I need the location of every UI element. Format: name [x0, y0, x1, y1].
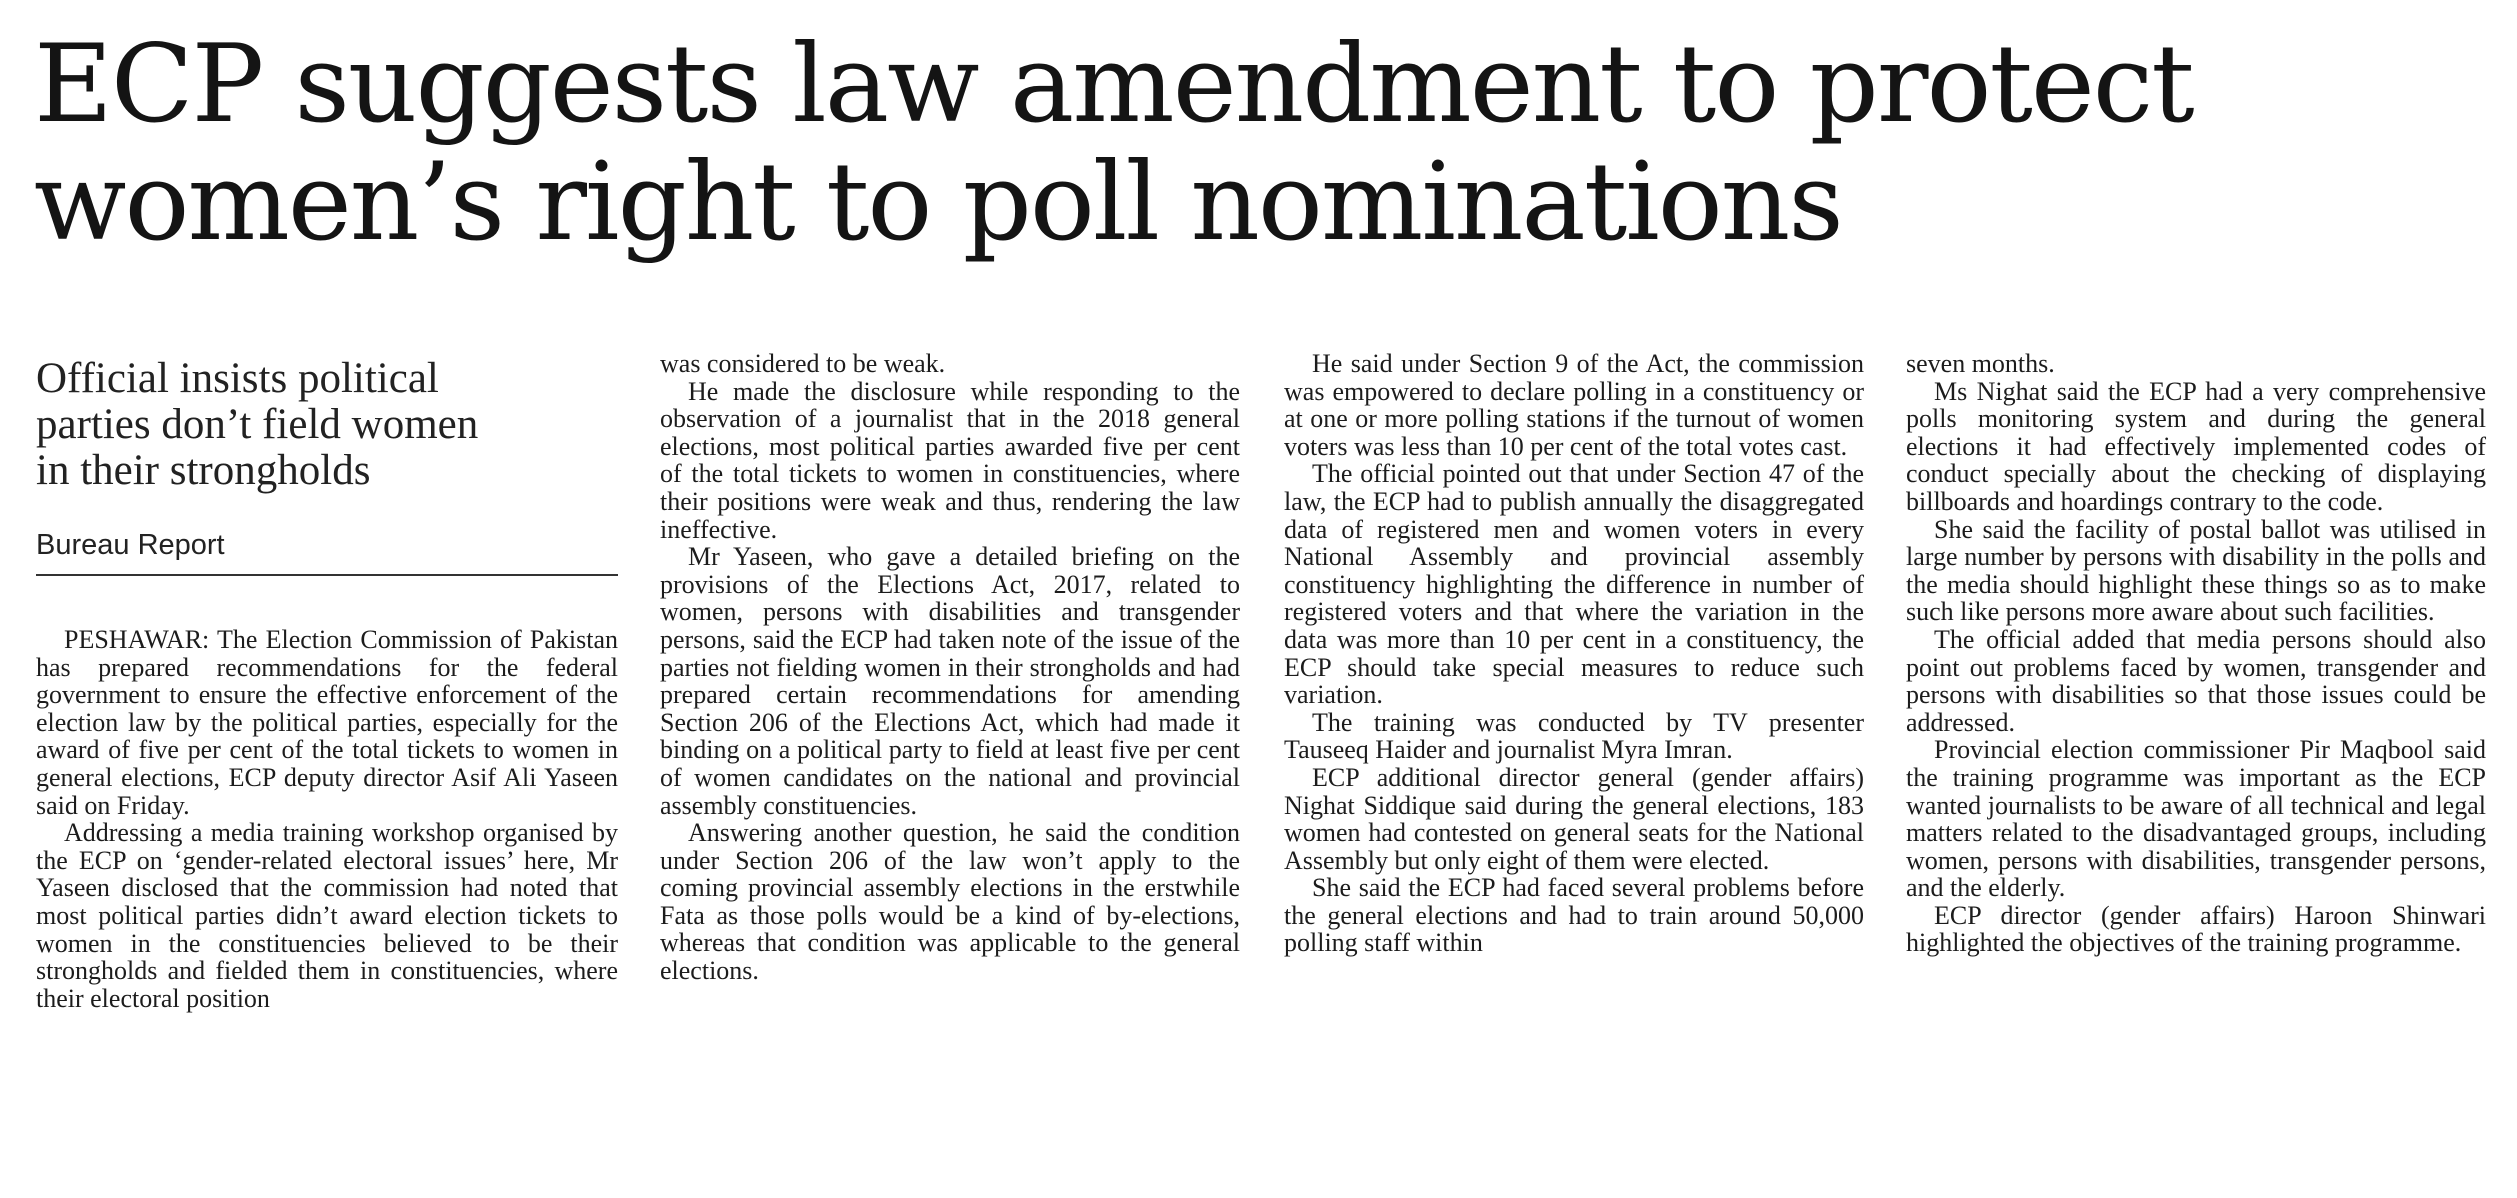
paragraph: Ms Nighat said the ECP had a very comprehensive polls monitoring system and during the general elections it had effectively implemented codes of conduct specially about the checking of displaying billboards and hoardings contrary to the code.: [1906, 376, 2486, 516]
article-column-1: [36, 356, 618, 1012]
subheadline-line-1: Official insists political: [36, 355, 439, 402]
paragraph: ECP additional director general (gender affairs) Nighat Siddique said during the general elections, 183 women had contested on general seats for the National Assembly but only eight of them were elected.: [1284, 762, 1864, 875]
byline: Bureau Report: [36, 528, 618, 576]
paragraph: She said the facility of postal ballot was utilised in large number by persons with disability in the polls and the media should highlight these things so as to make such like persons more aware about such facilities.: [1906, 514, 2486, 627]
paragraph: The official added that media persons should also point out problems faced by women, transgender and persons with disabilities so that those issues could be addressed.: [1906, 624, 2486, 737]
subheadline: [36, 356, 618, 494]
subheadline-line-2: parties don’t field women: [36, 401, 479, 448]
paragraph: PESHAWAR: The Election Commission of Pakistan has prepared recommendations for the federal government to ensure the effective enforcement of the election law by the political parties, especially for the award of five per cent of the total tickets to women in general elections, ECP deputy director Asif Ali Yaseen said on Friday.: [36, 625, 618, 820]
headline: [34, 22, 2504, 265]
article-column-4: [1906, 350, 2486, 957]
headline-line-2: women’s right to poll nominations: [34, 140, 1842, 265]
paragraph: seven months.: [1906, 349, 2055, 378]
headline-line-1: ECP suggests law amendment to protect: [34, 22, 2193, 147]
paragraph: The training was conducted by TV presenter Tauseeq Haider and journalist Myra Imran.: [1284, 707, 1864, 765]
article-column-3: [1284, 350, 1864, 957]
paragraph: Answering another question, he said the condition under Section 206 of the law won’t apply to the coming provincial assembly elections in the erstwhile Fata as those polls would be a kind of by-elections, whereas that condition was applicable to the general elections.: [660, 818, 1240, 986]
paragraph: He made the disclosure while responding to the observation of a journalist that in the 2018 general elections, most political parties awarded five per cent of the total tickets to women in constituencies, where their positions were weak and thus, rendering the law ineffective.: [660, 376, 1240, 544]
article-column-2: [660, 350, 1240, 985]
paragraph: The official pointed out that under Section 47 of the law, the ECP had to publish annually the disaggregated data of registered men and women voters in every National Assembly and provincial assembly constituency highlighting the difference in number of registered voters and that where the variation in the data was more than 10 per cent in a constituency, the ECP should take special measures to reduce such variation.: [1284, 459, 1864, 710]
paragraph: Provincial election commissioner Pir Maqbool said the training programme was important as the ECP wanted journalists to be aware of all technical and legal matters related to the disadvantaged groups, including women, persons with disabilities, transgender persons, and the elderly.: [1906, 735, 2486, 903]
paragraph: Addressing a media training workshop organised by the ECP on ‘gender-related electoral issues’ here, Mr Yaseen disclosed that the commission had noted that most political parties didn’t award election tickets to women in the constituencies believed to be their strongholds and fielded them in constituencies, where their electoral position: [36, 818, 618, 1013]
paragraph: ECP director (gender affairs) Haroon Shinwari highlighted the objectives of the training programme.: [1906, 900, 2486, 958]
paragraph: Mr Yaseen, who gave a detailed briefing on the provisions of the Elections Act, 2017, related to women, persons with disabilities and transgender persons, said the ECP had taken note of the issue of the parties not fielding women in their strongholds and had prepared certain recommendations for amending Section 206 of the Elections Act, which had made it binding on a political party to field at least five per cent of women candidates on the national and provincial assembly constituencies.: [660, 542, 1240, 820]
paragraph: She said the ECP had faced several problems before the general elections and had to train around 50,000 polling staff within: [1284, 873, 1864, 958]
subheadline-line-3: in their strongholds: [36, 447, 371, 494]
paragraph: He said under Section 9 of the Act, the commission was empowered to declare polling in a constituency or at one or more polling stations if the turnout of women voters was less than 10 per cent of the total votes cast.: [1284, 349, 1864, 461]
paragraph: was considered to be weak.: [660, 349, 946, 378]
